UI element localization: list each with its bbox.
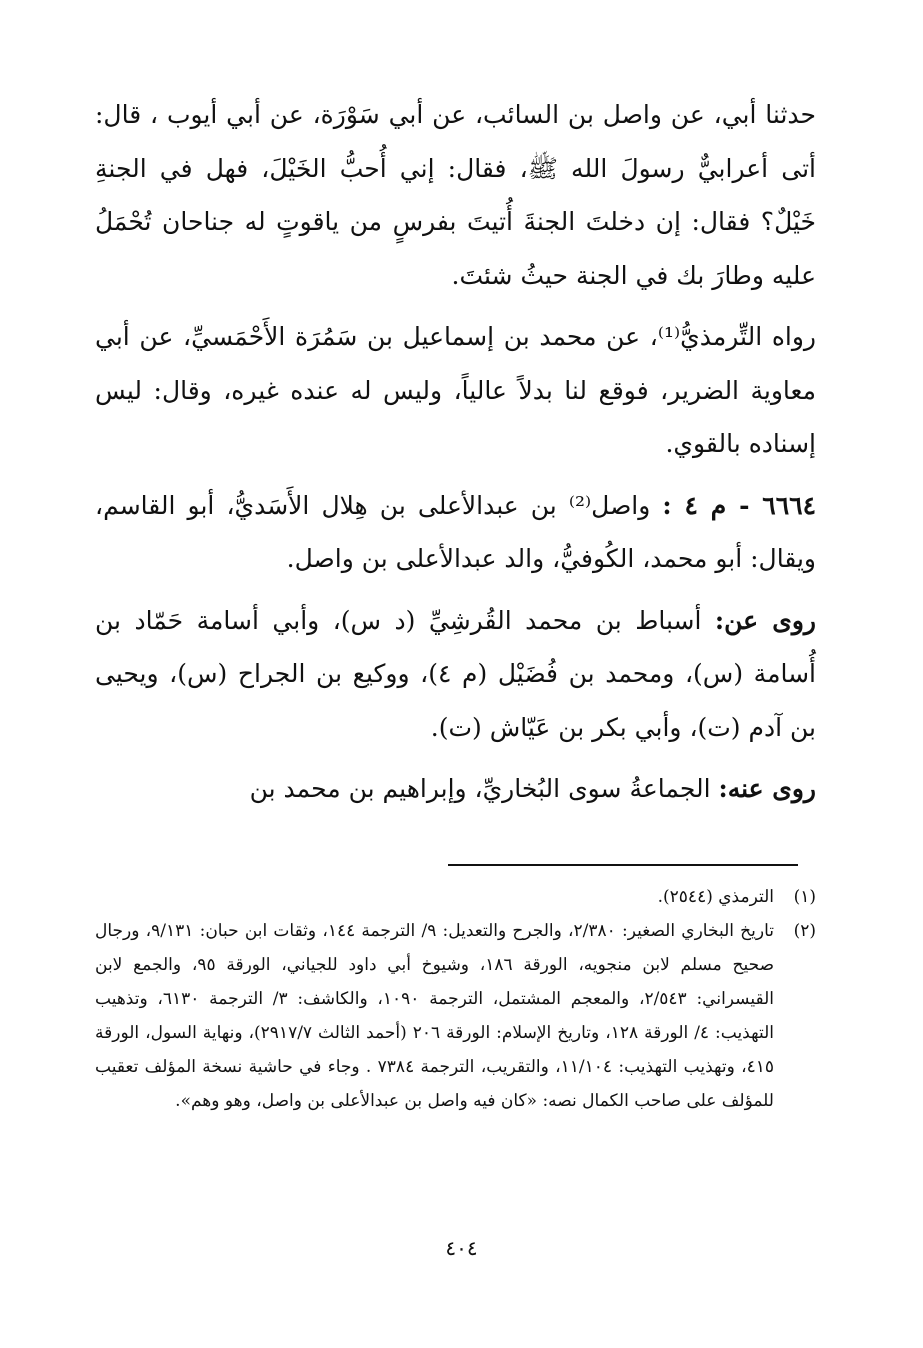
main-text — [95, 88, 816, 816]
footnote-text: الترمذي (٢٥٤٤). — [657, 887, 774, 907]
paragraph-text: حدثنا أبي، عن واصل بن السائب، عن أبي سَوْرَة، عن أبي أيوب ، قال: أتى أعرابيٌّ رسولَ الله ﷺ، فقال: إني أُحبُّ الخَيْلَ، فهل في الجنةِ خَيْلٌ؟ فقال: إن دخلتَ الجنةَ أُتيتَ بفرسٍ من ياقوتٍ له جناحان تُحْمَلُ عليه وطارَ بك في الجنة حيثُ شئتَ. — [95, 100, 816, 290]
paragraph-text: الجماعةُ سوى البُخاريِّ، وإبراهيم بن محمد بن — [249, 774, 719, 803]
paragraph-text: رواه التِّرمذيُّ⁽¹⁾، عن محمد بن إسماعيل بن سَمُرَة الأَحْمَسيِّ، عن أبي معاوية الضرير، فوقع لنا بدلاً عالياً، وليس له عنده غيره، وقال: ليس إسناده بالقوي. — [95, 322, 817, 458]
paragraph-rawa-anhu — [95, 762, 816, 816]
footnote-text: تاريخ البخاري الصغير: ٢/٣٨٠، والجرح والتعديل: ٩/ الترجمة ١٤٤، وثقات ابن حبان: ٩/١٣١، ورجال صحيح مسلم لابن منجويه، الورقة ١٨٦، وشيوخ أبي داود للجياني، الورقة ٩٥، والجمع لابن القيسراني: ٢/٥٤٣، والمعجم المشتمل، الترجمة ١٠٩٠، والكاشف: ٣/ الترجمة ٦١٣٠، وتذهيب التهذيب: ٤/ الورقة ١٢٨، وتاريخ الإسلام: الورقة ٢٠٦ (أحمد الثالث ٢٩١٧/٧)، ونهاية السول، الورقة ٤١٥، وتهذيب التهذيب: ١١/١٠٤، والتقريب، الترجمة ٧٣٨٤ . وجاء في حاشية نسخة المؤلف تعقيب للمؤلف على صاحب الكمال نصه: «كان فيه واصل بن عبدالأعلى بن واصل، وهو وهم». — [95, 921, 774, 1111]
entry-number: ٦٦٦٤ - م ٤ : — [662, 490, 817, 520]
paragraph-text: أسباط بن محمد القُرشِيِّ (د س)، وأبي أسامة حَمّاد بن أُسامة (س)، ومحمد بن فُضَيْل (م ٤)، ووكيع بن الجراح (س)، ويحيى بن آدم (ت)، وأبي بكر بن عَيّاش (ت). — [95, 605, 816, 742]
footnote-1 — [95, 880, 816, 914]
paragraph-entry-heading — [95, 479, 816, 586]
paragraph-hadith — [95, 88, 816, 302]
section-lead: روى عن: — [714, 605, 817, 635]
footnotes — [95, 880, 816, 1118]
footnote-number: (١) — [793, 887, 816, 907]
paragraph-text: واصل⁽²⁾ بن عبدالأعلى بن هِلال الأَسَديُّ، أبو القاسم، ويقال: أبو محمد، الكُوفيُّ، والد عبدالأعلى بن واصل. — [95, 490, 816, 573]
paragraph-rawa-an — [95, 594, 816, 755]
section-lead: روى عنه: — [718, 774, 816, 803]
footnote-number: (٢) — [793, 921, 816, 941]
page-number: ٤٠٤ — [445, 1236, 478, 1260]
footnote-2 — [95, 914, 816, 1118]
paragraph-tirmidhi — [95, 310, 816, 471]
footnote-divider — [448, 864, 798, 866]
